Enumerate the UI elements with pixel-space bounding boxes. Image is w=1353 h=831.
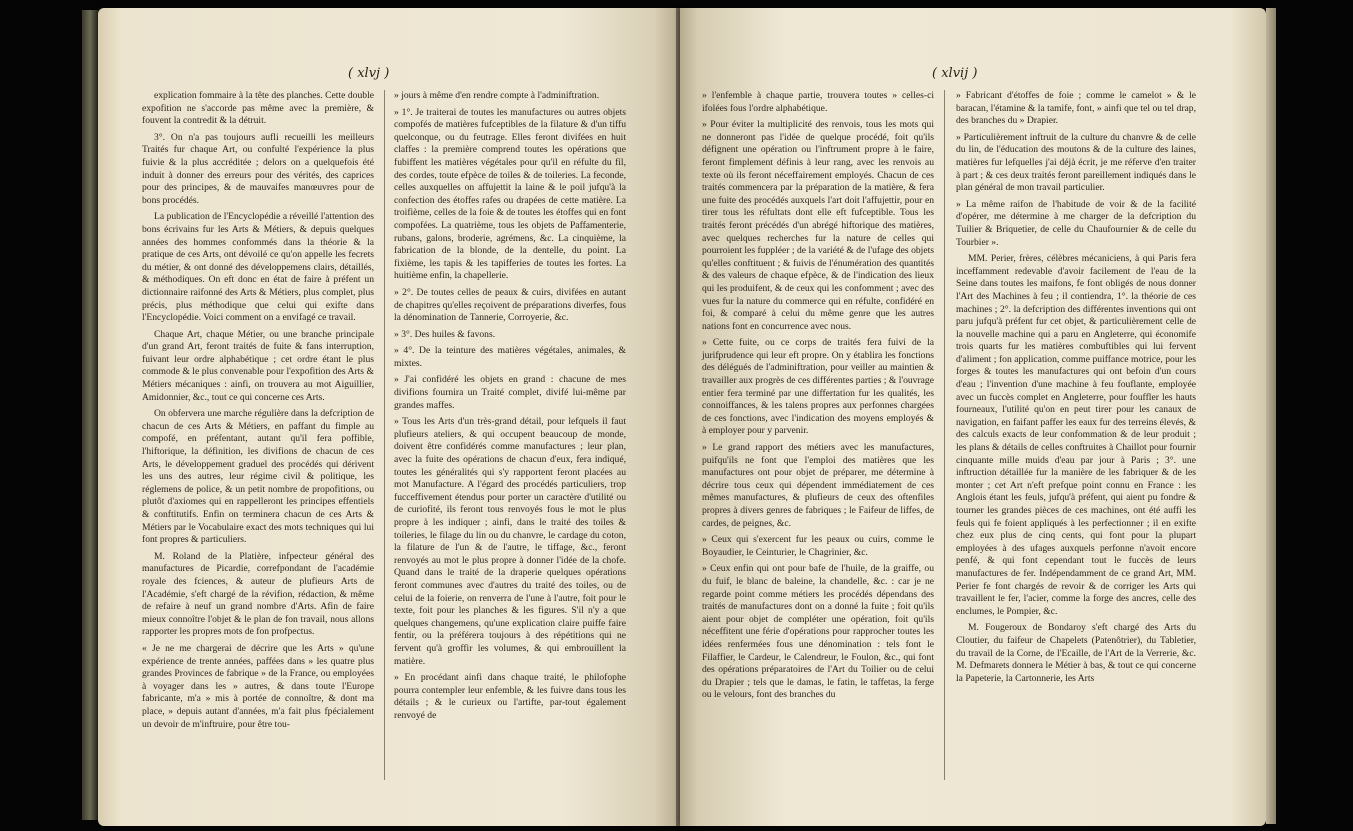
paragraph: M. Fougeroux de Bondaroy s'eft chargé des Arts du Cloutier, du faifeur de Chapelets (Patenôtrier), du Tabletier, du travail de la Corne, de l'Ecaille, de l'Art de la Verrerie, &c. M. Defmarets donnera le Métier à bas, & tout ce qui concerne la Papeterie, la Cartonnerie, les Arts: [956, 622, 1196, 684]
paragraph: » Ceux qui s'exercent fur les peaux ou cuirs, comme le Boyaudier, le Ceinturier, le Chagrinier, &c.: [702, 534, 934, 558]
paragraph: explication fommaire à la tête des planches. Cette double expofition ne s'accorde pas même avec la première, & fouvent la contredit & la détruit.: [142, 90, 374, 127]
paragraph: » Fabricant d'étoffes de foie ; comme le camelot » & le baracan, l'étamine & la tamife, font, » ainfi que tel ou tel drap, des branches du » Drapier.: [956, 90, 1196, 127]
paragraph: » 2°. De toutes celles de peaux & cuirs, divifées en autant de chapitres qu'elles reçoivent de préparations diverfes, fous la dénomination de Tannerie, Corroyerie, &c.: [394, 286, 626, 324]
paragraph: MM. Perier, frères, célèbres mécaniciens, à qui Paris fera inceffamment redevable d'avoir facilement de l'eau de la Seine dans toutes les maifons, fe font obligés de nous donner l'Art des Machines à feu ; il contiendra, 1°. la théorie de ces machines ; 2°. la defcription des différentes inventions qui ont paru jufqu'à préfent fur cet objet, & particulièrement celle de la nouvelle machine qui a paru en Angleterre, qui économife trois quarts fur les matières combuftibles qui lui fervent d'aliment ; fon application, comme puiffance motrice, pour les forges & toutes les manufactures qui ont befoin d'un cours d'eau ; l'invention d'une machine à feu fouflante, employée avec un fuccès complet en Angleterre, pour fouffler les hauts fourneaux, l'utilité qu'on en peut tirer pour les canaux de navigation, en faifant paffer les eaux fur des terreins élevés, & des calculs exacts de leur confommation & de leur produit ; les plans & détails de celles conftruites à Chaillot pour fournir cinquante mille muids d'eau par jour à Paris ; 3°. une inftruction détaillée fur la manière de les fabriquer & de les monter ; cet Art n'eft prefque point connu en France : les Anglois étant les feuls, jufqu'à préfent, qui aient pu fondre & tourner les grandes pièces de ces machines, ont été auffi les feuls qui fe foient appliqués à les perfectionner ; il en exifte chez eux plus de cinq cents, qui font pour la plupart employées à des ufages auxquels perfonne n'avoit encore penfé, & qui font cependant tout le fuccès de leurs manufactures de fer. Indépendamment de ce grand Art, MM. Perier fe font chargés de revoir & de corriger les Arts qui travaillent le fer, l'acier, comme la forge des ancres, celle des enclumes, le Pompier, &c.: [956, 253, 1196, 617]
paragraph: Chaque Art, chaque Métier, ou une branche principale d'un grand Art, feront traités de fuite & fans interruption, fuivant leur ordre alphabétique ; cet ordre étant le plus commode & le plus convenable pour l'expofition des Arts & Métiers mécaniques : ainfi, on trouvera au mot Aiguillier, Amidonnier, &c., tout ce qui concerne ces Arts.: [142, 328, 374, 403]
paragraph: » Particulièrement inftruit de la culture du chanvre & de celle du lin, de l'éducation des moutons & de la culture des laines, matières fur lefquelles j'ai déjà écrit, je me réferve d'en traiter à part ; & ces deux traités feront pareillement indiqués dans le plan général de mon travail particulier.: [956, 131, 1196, 194]
page-spread: [98, 8, 1266, 826]
left-page-header: ( xlvj ): [348, 66, 390, 81]
paragraph: » Pour éviter la multiplicité des renvois, tous les mots qui ne donneront pas l'idée de quelque procédé, foit qu'ils défignent une opération ou l'inftrument propre à le faire, feront fimplement définis à leur rang, avec les renvois au texte où ils feront néceffairement employés. Chacun de ces traités commencera par la préparation de la matière, & fera une fuite des procédés auxquels l'art doit l'affujettir, pour en tirer tous les réfultats dont elle eft fufceptible. Tous les traités feront précédés d'un abrégé hiftorique des matières, avec quelques recherches fur la nature de celles qui pourroient les fuppléer ; de la variété & de l'ufage des objets qu'elles conftituent ; & fuivis de l'énumération des quantités & des valeurs de chaque efpèce, & de l'indication des lieux qui les produifent, & de ceux qui les confomment ; avec des vues fur la nature du commerce qui en réfulte, confidéré en foi, & comparé à celui du même genre que les autres nations font en concurrence avec nous.: [702, 119, 934, 332]
paragraph: » 3°. Des huiles & favons.: [394, 328, 496, 340]
left-page-column-2: [394, 90, 626, 727]
paragraph: » Le grand rapport des métiers avec les manufactures, puifqu'ils ne font que l'emploi des matières que les manufactures ont pour objet de préparer, me détermine à décrire tous ceux qui dépendent immédiatement de ces mêmes manufactures, & plufieurs de ceux des oftenfiles propres à divers genres de fabriques ; le Faifeur de liffes, de cardes, de peignes, &c.: [702, 442, 934, 529]
paragraph: » Tous les Arts d'un très-grand détail, pour lefquels il faut plufieurs ateliers, & qui occupent beaucoup de monde, doivent être confidérés comme manufactures ; leur plan, avec la fuite des opérations de chacun d'eux, fera indiqué, toutes les généralités qui s'y rapportent feront placées au mot Manufacture. A l'égard des procédés particuliers, trop fucceffivement étendus pour porter un caractère d'utilité ou de curiofité, ils feront tous renvoyés fous le mot le plus propre à les indiquer ; ainfi, dans le traité des toiles & toileries, le filage du lin ou du chanvre, le cardage du coton, la filature de l'un & de l'autre, le tiffage, &c., feront renvoyés au mot le plus propre à donner l'idée de la chofe. Quand dans le traité de la draperie quelques opérations feront communes avec d'autres du traité des toiles, ou de celui de la foierie, on renverra de l'une à l'autre, foit pour le texte, foit pour les planches & les figures. S'il n'y a que quelques changemens, qu'une explication claire puiffe faire fentir, ou la préférera toujours à des répétitions qui ne fervent qu'à groffir les volumes, & qui embrouillent la matière.: [394, 416, 626, 667]
paragraph: » En procédant ainfi dans chaque traité, le philofophe pourra contempler leur enfemble, & les fuivre dans tous les détails ; & le curieux ou l'artifte, par-tout également renvoyé de: [394, 672, 626, 721]
column-divider: [944, 90, 945, 780]
paragraph: M. Roland de la Platière, infpecteur général des manufactures de Picardie, correfpondant de l'académie royale des fciences, & auteur de plufieurs Arts de l'Académie, s'eft chargé de la révifion, rédaction, & même de refaire à neuf un grand nombre d'Arts. Afin de faire mieux connoître l'objet & le plan de fon travail, nous allons rapporter les propres mots de fon profpectus.: [142, 550, 374, 638]
right-page-header: ( xlvij ): [932, 66, 978, 81]
paragraph: « Je ne me chargerai de décrire que les Arts » qu'une expérience de trente années, paffées dans » les quatre plus grandes Provinces de fabrique » de la France, ou employées à voyager dans les » autres, & dans toute l'Europe fabricante, m'a » mis à portée de connoître, & dont ma place, » depuis autant d'années, m'a fait plus fpécialement un devoir de m'inftruire, pour être tou-: [142, 642, 374, 730]
paragraph: 3°. On n'a pas toujours aufli recueilli les meilleurs Traités fur chaque Art, ou confulté l'expérience la plus fuivie & la plus accréditée ; delors on a quelquefois été induit à donner des erreurs pour des vérités, des caprices pour des principes, & de mauvaifes manœuvres pour de bons procédés.: [142, 131, 374, 206]
paragraph: On obfervera une marche régulière dans la defcription de chacun de ces Arts & Métiers, en paffant du fimple au compofé, en préfentant, autant qu'il fera poffible, l'hiftorique, la définition, les divifions de chacun de ces Arts, le développement graduel des procédés qui dérivent les uns des autres, leur régime civil & politique, les réglemens de police, & un petit nombre de propofitions, ou plutôt d'axiomes qui en rappelleront les principes effentiels & conftitutifs. Enfin on terminera chacun de ces Arts & Métiers par le Vocabulaire exact des mots techniques qui lui font propres & particuliers.: [142, 408, 374, 546]
book-spine-edge: [82, 10, 98, 820]
paragraph: La publication de l'Encyclopédie a réveillé l'attention des bons écrivains fur les Arts & Métiers, & depuis quelques années des hommes confommés dans la théorie & la pratique de ces Arts, ont dévoilé ce qu'on appelle les fecrets du métier, & ont donné des développemens clairs, détaillés, & méthodiques. On eft donc en état de faire à préfent un dictionnaire raifonné des Arts & Métiers, plus complet, plus précis, plus méthodique que celui qui exifte dans l'Encyclopédie. Voici comment on a envifagé ce travail.: [142, 211, 374, 324]
paragraph: » La même raifon de l'habitude de voir & de la facilité d'opérer, me détermine à me charger de la defcription du Tuilier & Briquetier, de celle du Chaufournier & de celle du Tourbier ».: [956, 198, 1196, 248]
right-page-column-1: [702, 90, 934, 706]
paragraph: » jours à même d'en rendre compte à l'adminiftration.: [394, 90, 600, 101]
paragraph: » l'enfemble à chaque partie, trouvera toutes » celles-ci ifolées fous l'ordre alphabétique.: [702, 90, 934, 114]
left-page-column-1: [142, 90, 374, 735]
paragraph: » 1°. Je traiterai de toutes les manufactures ou autres objets compofés de matières fufceptibles de la filature & d'un tiffu quelconque, ou du feutrage. Elles feront divifées en huit claffes : la première comprend toutes les opérations que fubiffent les matières végétales pour qu'il en réfulte du fil, des cordes, toute efpèce de toiles & de toileries. La feconde, celles auxquelles on affujettit la laine & le poil jufqu'à la confection des étoffes rafes ou drapées de cette matière. La troifième, celles de la foie & de toutes les étoffes qui en font compofées. La quatrième, tous les objets de Paffamenterie, rubans, galons, broderie, agrémens, &c. La cinquième, la fabrication de la blonde, de la dentelle, du point. La fixième, les tapis & les tapifferies de toutes les fortes. La huitième enfin, la chapellerie.: [394, 106, 626, 282]
column-divider: [384, 90, 385, 780]
page-edges: [1266, 8, 1276, 824]
paragraph: » Ceux enfin qui ont pour bafe de l'huile, de la graiffe, ou du fuif, le blanc de baleine, la chandelle, &c. : car je ne regarde point comme métiers les procédés dépendans des traités de manufactures dont on a donné la fuite ; foit qu'ils aient pour objet de compléter une opération, foit qu'ils néceffitent une férie d'opérations pour rapprocher toutes les idées renfermées fous une dénomination : tels font le Filaffier, le Cardeur, le Calendreur, le Foulon, &c., qui font des opérations préparatoires de l'Art du Toilier ou de celui du Drapier ; tels que le damas, le fatin, le taffetas, la ferge ou le velours, font des branches du: [702, 563, 934, 701]
left-page: [98, 8, 678, 826]
paragraph: » J'ai confidéré les objets en grand : chacune de mes divifions fournira un Traité complet, divifé lui-même par grandes maffes.: [394, 374, 626, 411]
paragraph: » Cette fuite, ou ce corps de traités fera fuivi de la jurifprudence qui leur eft propre. On y établira les fonctions des délégués de l'adminiftration, pour veiller au maintien & travailler aux progrès de ces différentes parties ; & l'ouvrage entier fera terminé par une differtation fur les qualités, les connoiffances, & les talens propres aux perfonnes chargées de ces fonctions, avec l'indication des moyens employés & à employer pour y parvenir.: [702, 337, 934, 437]
right-page-column-2: [956, 90, 1196, 689]
paragraph: » 4°. De la teinture des matières végétales, animales, & mixtes.: [394, 345, 626, 369]
right-page: [680, 8, 1266, 826]
